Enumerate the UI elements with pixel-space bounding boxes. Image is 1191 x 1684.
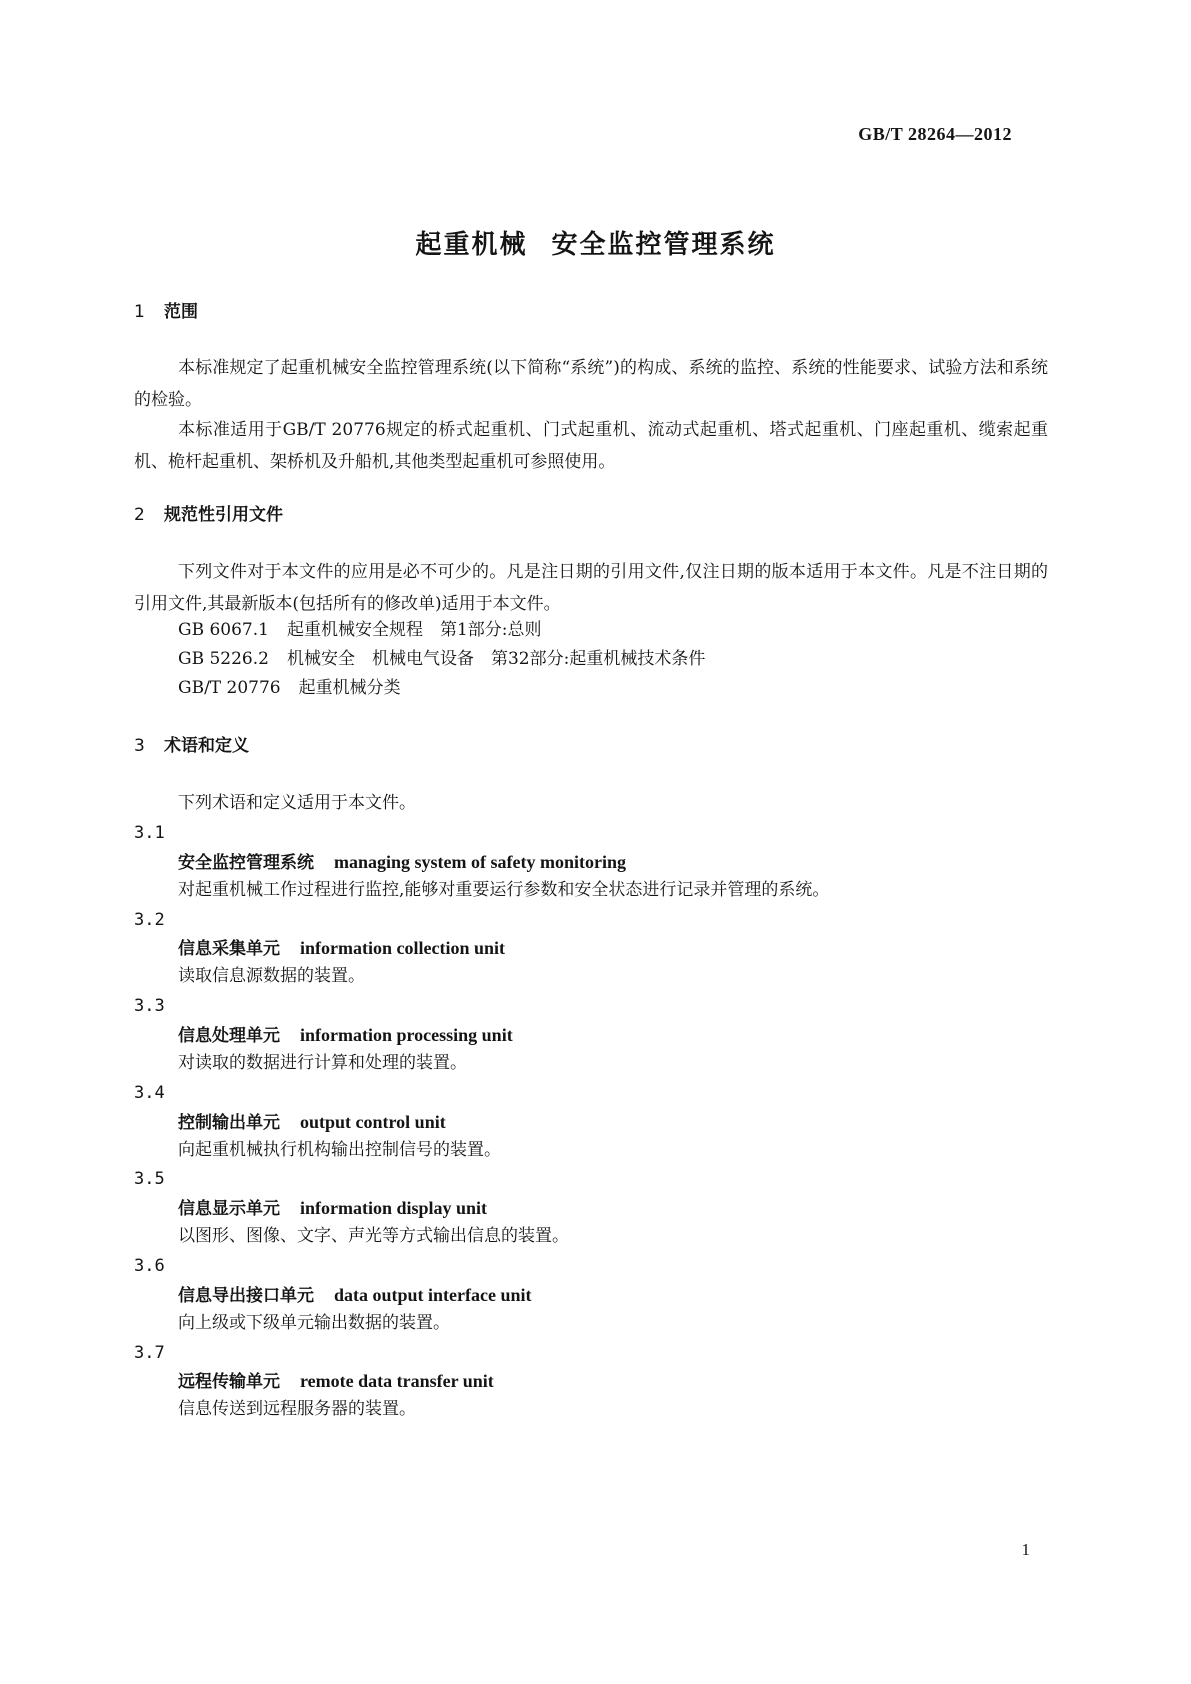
term-number: 3.4 [134, 1083, 165, 1103]
reference-title: 起重机械分类 [298, 678, 401, 698]
term-name [178, 1281, 532, 1310]
term-name [178, 934, 505, 963]
term-name-zh: 信息处理单元 [178, 1026, 280, 1046]
term-name-zh: 控制输出单元 [178, 1113, 280, 1133]
term-name-en: data output interface unit [334, 1285, 532, 1305]
section-1-title: 范围 [164, 302, 198, 322]
term-name-en: output control unit [300, 1112, 446, 1132]
term-definition: 对读取的数据进行计算和处理的装置。 [178, 1053, 467, 1073]
section-1-paragraph-2: 本标准适用于GB/T 20776规定的桥式起重机、门式起重机、流动式起重机、塔式起重机、门座起重机、缆索起重机、桅杆起重机、架桥机及升船机,其他类型起重机可参照使用。 [134, 420, 1048, 472]
term-definition: 读取信息源数据的装置。 [178, 966, 365, 986]
term-definition: 信息传送到远程服务器的装置。 [178, 1399, 416, 1419]
section-3-number: 3 [134, 736, 145, 756]
section-3-heading [134, 734, 249, 758]
title-part-1: 起重机械 [415, 230, 528, 260]
section-1-heading [134, 300, 198, 324]
term-name [178, 1367, 494, 1396]
term-number: 3.1 [134, 823, 165, 843]
section-3-intro: 下列术语和定义适用于本文件。 [178, 793, 416, 813]
section-2-title: 规范性引用文件 [164, 505, 283, 525]
reference-item [178, 616, 542, 644]
reference-code: GB 5226.2 [178, 649, 269, 669]
term-definition: 向起重机械执行机构输出控制信号的装置。 [178, 1140, 501, 1160]
reference-item [178, 674, 401, 702]
term-definition: 对起重机械工作过程进行监控,能够对重要运行参数和安全状态进行记录并管理的系统。 [178, 880, 830, 900]
term-name-zh: 信息显示单元 [178, 1199, 280, 1219]
term-name [178, 1021, 513, 1050]
term-number: 3.3 [134, 996, 165, 1016]
section-3-title: 术语和定义 [164, 736, 249, 756]
term-definition: 以图形、图像、文字、声光等方式输出信息的装置。 [178, 1226, 569, 1246]
term-name-en: information collection unit [300, 938, 505, 958]
term-name [178, 1194, 487, 1223]
term-name-zh: 信息采集单元 [178, 939, 280, 959]
term-name-zh: 远程传输单元 [178, 1372, 280, 1392]
section-2-heading [134, 503, 283, 527]
term-number: 3.2 [134, 910, 165, 930]
term-name-en: information processing unit [300, 1025, 513, 1045]
term-name-en: remote data transfer unit [300, 1371, 494, 1391]
term-number: 3.5 [134, 1169, 165, 1189]
reference-item [178, 645, 705, 673]
page-number: 1 [1021, 1540, 1030, 1559]
standard-code: GB/T 28264—2012 [858, 124, 1012, 144]
term-name-en: information display unit [300, 1198, 488, 1218]
reference-title: 机械安全 机械电气设备 第32部分:起重机械技术条件 [286, 649, 706, 669]
term-number: 3.6 [134, 1256, 165, 1276]
term-number: 3.7 [134, 1343, 165, 1363]
term-name-zh: 安全监控管理系统 [178, 853, 314, 873]
title-part-2: 安全监控管理系统 [551, 230, 776, 260]
reference-title: 起重机械安全规程 第1部分:总则 [286, 620, 542, 640]
section-1-number: 1 [134, 302, 145, 322]
term-name [178, 848, 626, 877]
section-1-paragraph-1: 本标准规定了起重机械安全监控管理系统(以下简称“系统”)的构成、系统的监控、系统的性能要求、试验方法和系统的检验。 [134, 358, 1048, 410]
document-title [0, 224, 1191, 261]
reference-code: GB 6067.1 [178, 620, 269, 640]
term-name-en: managing system of safety monitoring [334, 852, 626, 872]
term-definition: 向上级或下级单元输出数据的装置。 [178, 1313, 450, 1333]
section-2-paragraph: 下列文件对于本文件的应用是必不可少的。凡是注日期的引用文件,仅注日期的版本适用于本文件。凡是不注日期的引用文件,其最新版本(包括所有的修改单)适用于本文件。 [134, 562, 1048, 614]
term-name [178, 1108, 446, 1137]
section-2-number: 2 [134, 505, 145, 525]
term-name-zh: 信息导出接口单元 [178, 1286, 314, 1306]
reference-code: GB/T 20776 [178, 678, 281, 698]
